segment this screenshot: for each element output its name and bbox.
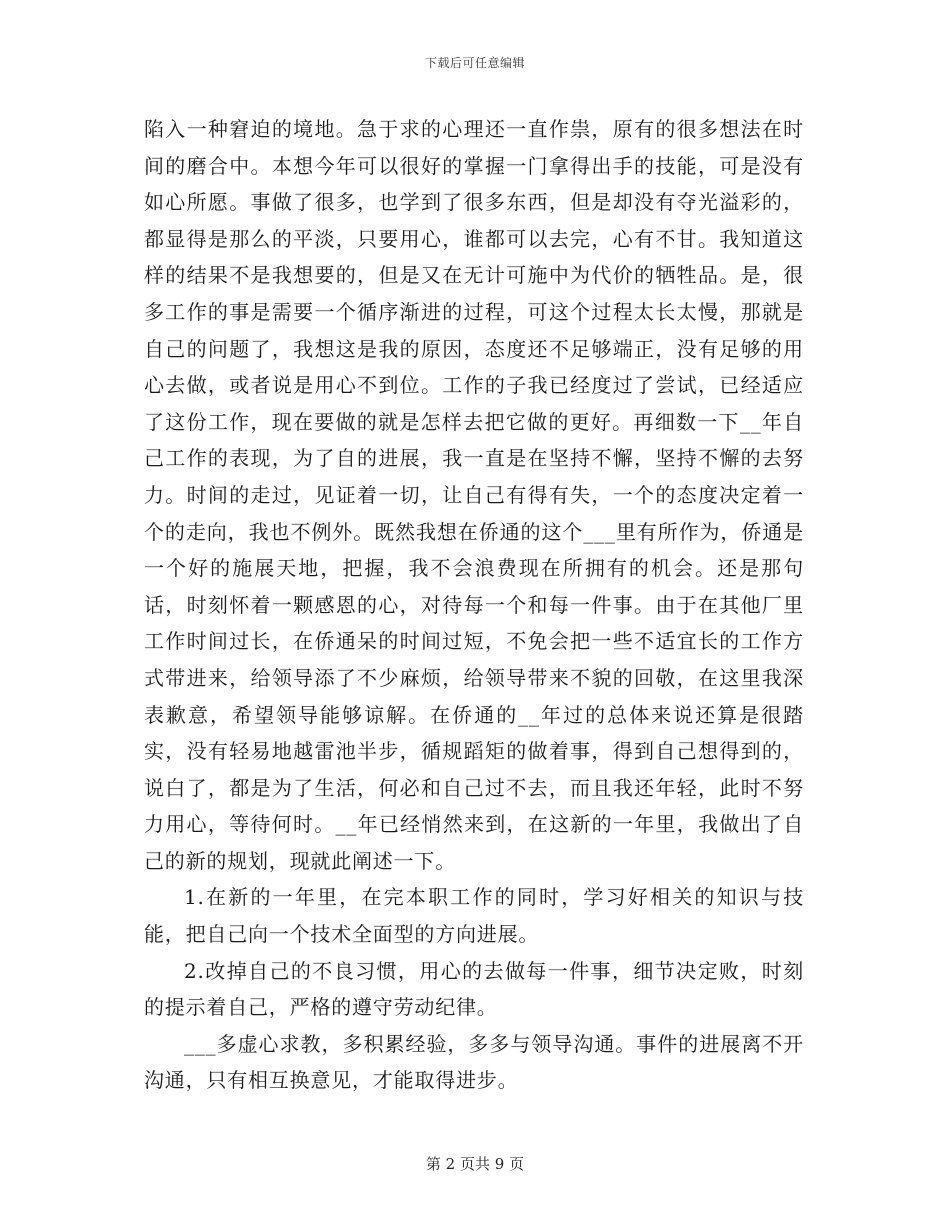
- list-item-3: ___多虚心求教，多积累经验，多多与领导沟通。事件的进展离不开沟通，只有相互换意见，才能取得进步。: [144, 1031, 804, 1093]
- body-paragraph-1: 陷入一种窘迫的境地。急于求的心理还一直作祟，原有的很多想法在时间的磨合中。本想今年可以很好的掌握一门拿得出手的技能，可是没有如心所愿。事做了很多，也学到了很多东西，但是却没有夺光溢彩的，都显得是那么的平淡，只要用心，谁都可以去完，心有不甘。我知道这样的结果不是我想要的，但是又在无计可施中为代价的牺牲品。是，很多工作的事是需要一个循序渐进的过程，可这个过程太长太慢，那就是自己的问题了，我想这是我的原因，态度还不足够端正，没有足够的用心去做，或者说是用心不到位。工作的子我已经度过了尝试，已经适应了这份工作，现在要做的就是怎样去把它做的更好。再细数一下__年自己工作的表现，为了自的进展，我一直是在坚持不懈，坚持不懈的去努力。时间的走过，见证着一切，让自己有得有失，一个的态度决定着一个的走向，我也不例外。既然我想在侨通的这个___里有所作为，侨通是一个好的施展天地，把握，我不会浪费现在所拥有的机会。还是那句话，时刻怀着一颗感恩的心，对待每一个和每一件事。由于在其他厂里工作时间过长，在侨通呆的时间过短，不免会把一些不适宜长的工作方式带进来，给领导添了不少麻烦，给领导带来不貌的回敬，在这里我深表歉意，希望领导能够谅解。在侨通的__年过的总体来说还算是很踏实，没有轻易地越雷池半步，循规蹈矩的做着事，得到自己想得到的，说白了，都是为了生活，何必和自己过不去，而且我还年轻，此时不努力用心，等待何时。__年已经悄然来到，在这新的一年里，我做出了自己的新的规划，现就此阐述一下。: [144, 117, 804, 873]
- page-number: 第 2 页共 9 页: [425, 1155, 525, 1173]
- page-header: 下载后可任意编辑: [424, 56, 525, 70]
- document-body: [144, 111, 804, 1099]
- list-item-2: 2.改掉自己的不良习惯，用心的去做每一件事，细节决定败，时刻的提示着自己，严格的遵守劳动纪律。: [144, 958, 804, 1020]
- list-item-1: 1.在新的一年里，在完本职工作的同时，学习好相关的知识与技能，把自己向一个技术全面型的方向进展。: [144, 885, 804, 947]
